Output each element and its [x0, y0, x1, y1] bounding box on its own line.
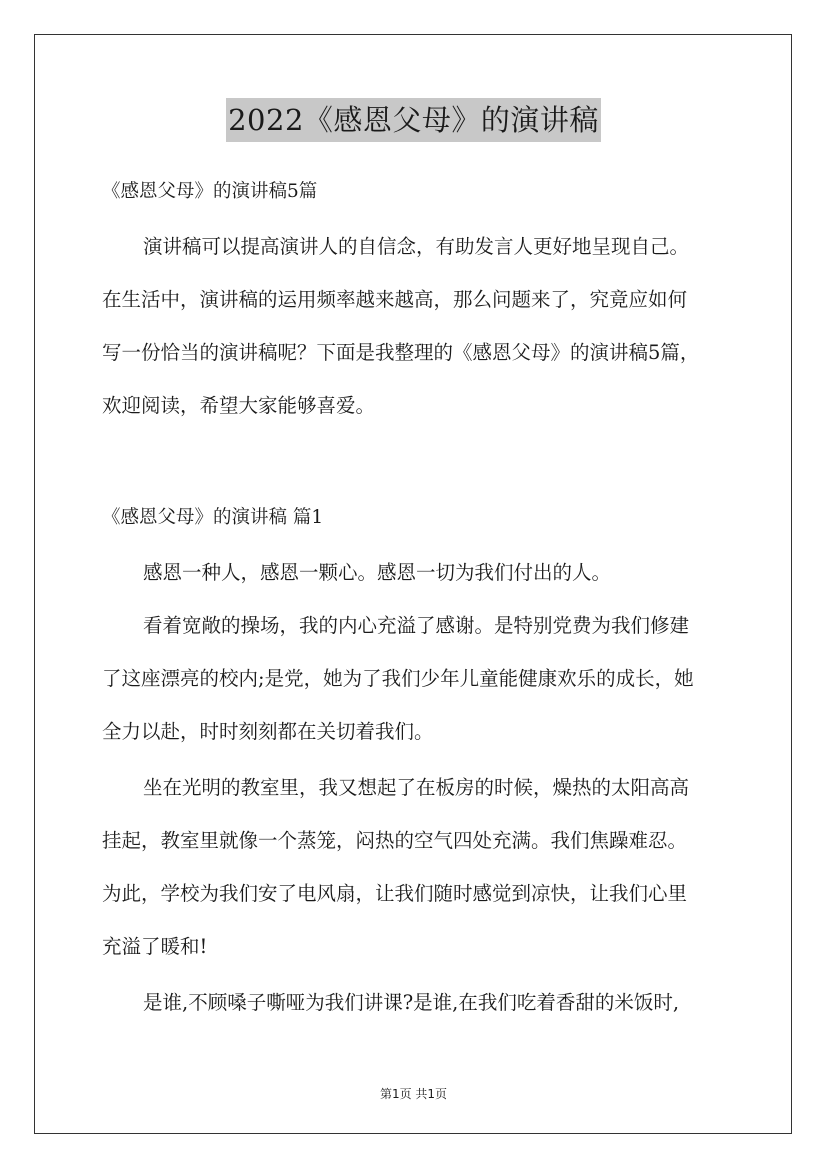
intro-line: 欢迎阅读，希望大家能够喜爱。 [102, 394, 376, 417]
section-heading: 《感恩父母》的演讲稿 篇1 [102, 507, 324, 528]
body-line: 充溢了暖和! [102, 935, 208, 958]
page-footer: 第1页 共1页 [379, 1087, 448, 1101]
document-subtitle: 《感恩父母》的演讲稿5篇 [102, 181, 318, 202]
body-line: 看着宽敞的操场，我的内心充溢了感谢。是特别党费为我们修建 [143, 614, 690, 637]
body-line: 是谁,不顾嗓子嘶哑为我们讲课?是谁,在我们吃着香甜的米饭时, [143, 991, 680, 1014]
document-title: 2022《感恩父母》的演讲稿 [226, 98, 601, 142]
title-container [0, 98, 827, 142]
intro-line: 演讲稿可以提高演讲人的自信念，有助发言人更好地呈现自己。 [143, 235, 690, 258]
intro-line: 写一份恰当的演讲稿呢？下面是我整理的《感恩父母》的演讲稿5篇， [102, 341, 700, 364]
intro-line: 在生活中，演讲稿的运用频率越来越高，那么问题来了，究竟应如何 [102, 288, 688, 311]
body-line: 挂起，教室里就像一个蒸笼，闷热的空气四处充满。我们焦躁难忍。 [102, 829, 688, 852]
body-line: 全力以赴，时时刻刻都在关切着我们。 [102, 720, 434, 743]
body-line: 感恩一种人，感恩一颗心。感恩一切为我们付出的人。 [143, 561, 612, 584]
body-line: 为此，学校为我们安了电风扇，让我们随时感觉到凉快，让我们心里 [102, 882, 688, 905]
body-line: 坐在光明的教室里，我又想起了在板房的时候，燥热的太阳高高 [143, 776, 690, 799]
body-line: 了这座漂亮的校内;是党，她为了我们少年儿童能健康欢乐的成长，她 [102, 667, 694, 690]
